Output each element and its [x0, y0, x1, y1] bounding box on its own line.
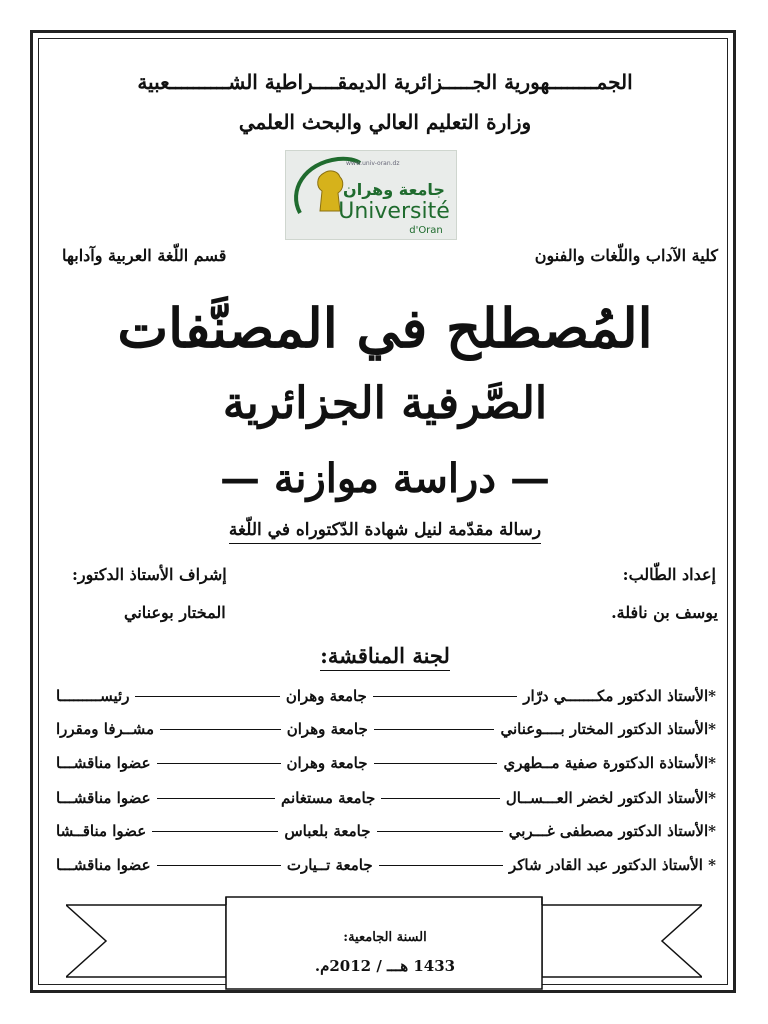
faculty-name: كلية الآداب واللّغات والفنون	[534, 246, 718, 265]
member-role: مشــرفا ومقررا	[55, 720, 154, 738]
republic-heading: الجمــــــــهورية الجـــــزائرية الديمقــــراطية الشــــــــــعبية	[137, 70, 633, 94]
committee-row	[56, 716, 716, 742]
supervision-label: إشراف الأستاذ الدكتور:	[72, 565, 227, 584]
member-university: جامعة وهران	[285, 687, 367, 705]
committee-row	[56, 852, 716, 878]
preparation-label: إعداد الطّالب:	[622, 565, 716, 584]
logo-url: www.univ-oran.dz	[346, 160, 400, 167]
member-university: جامعة بلعباس	[284, 822, 371, 840]
member-university: جامعة مستغانم	[281, 789, 376, 807]
dash-line	[381, 798, 499, 799]
thesis-statement	[40, 520, 730, 540]
thesis-title-line-1: المُصطلح في المصنَّفات	[117, 296, 653, 360]
dash-line	[374, 763, 498, 764]
dash-line	[379, 865, 503, 866]
member-name: *الأستاذ الدكتور المختار بــــوعناني	[500, 720, 716, 738]
member-role: عضوا مناقشـــا	[56, 789, 151, 807]
member-name: *الأستاذ الدكتور مكـــــــي درّار	[523, 687, 716, 705]
member-university: جامعة تــيارت	[286, 856, 373, 874]
logo-sub-text: d'Oran	[409, 225, 443, 236]
committee-row	[56, 785, 716, 811]
dash-line	[157, 865, 281, 866]
ministry-heading: وزارة التعليم العالي والبحث العلمي	[238, 110, 532, 134]
member-university: جامعة وهران	[286, 720, 368, 738]
member-role: عضوا مناقــشا	[56, 822, 147, 840]
dash-line	[135, 696, 279, 697]
thesis-statement-text: رسالة مقدّمة لنيل شهادة الدّكتوراه في اللّغة	[229, 520, 541, 544]
logo-latin-text: Université	[338, 199, 450, 224]
member-role: رئيســـــــــا	[55, 687, 130, 705]
dash-line	[157, 798, 275, 799]
dash-line	[374, 729, 495, 730]
member-name: *الأستاذة الدكتورة صفية مــطهري	[503, 754, 716, 772]
committee-row	[56, 750, 716, 776]
member-university: جامعة وهران	[286, 754, 368, 772]
department-name: قسم اللّغة العربية وآدابها	[62, 246, 227, 265]
university-logo-graphic	[286, 151, 456, 239]
dash-line	[373, 696, 517, 697]
member-name: *الأستاذ الدكتور مصطفى غـــربي	[508, 822, 716, 840]
committee-row	[56, 683, 716, 709]
dash-line	[377, 831, 503, 832]
logo-arabic-text: جامعة وهران	[343, 180, 445, 199]
committee-heading-text: لجنة المناقشة:	[320, 643, 450, 671]
member-name: *الأستاذ الدكتور لخضر العـــســال	[505, 789, 716, 807]
thesis-title-line-3: — دراسة موازنة —	[219, 455, 551, 502]
dash-line	[160, 729, 281, 730]
academic-year-label: السنة الجامعية:	[343, 930, 427, 945]
student-name: يوسف بن نافلة.	[611, 603, 718, 622]
member-role: عضوا مناقشـــا	[55, 754, 151, 772]
thesis-title-line-2: الصَّرفية الجزائرية	[222, 378, 548, 429]
supervisor-name: المختار بوعناني	[124, 603, 226, 622]
committee-row	[56, 818, 716, 844]
academic-year-value: 1433 هـــ / 2012م.	[314, 957, 456, 975]
university-logo	[285, 150, 457, 240]
committee-heading	[40, 643, 730, 668]
dash-line	[152, 831, 278, 832]
member-role: عضوا مناقشـــا	[55, 856, 151, 874]
member-name: * الأستاذ الدكتور عبد القادر شاكر	[508, 856, 716, 874]
dash-line	[157, 763, 281, 764]
